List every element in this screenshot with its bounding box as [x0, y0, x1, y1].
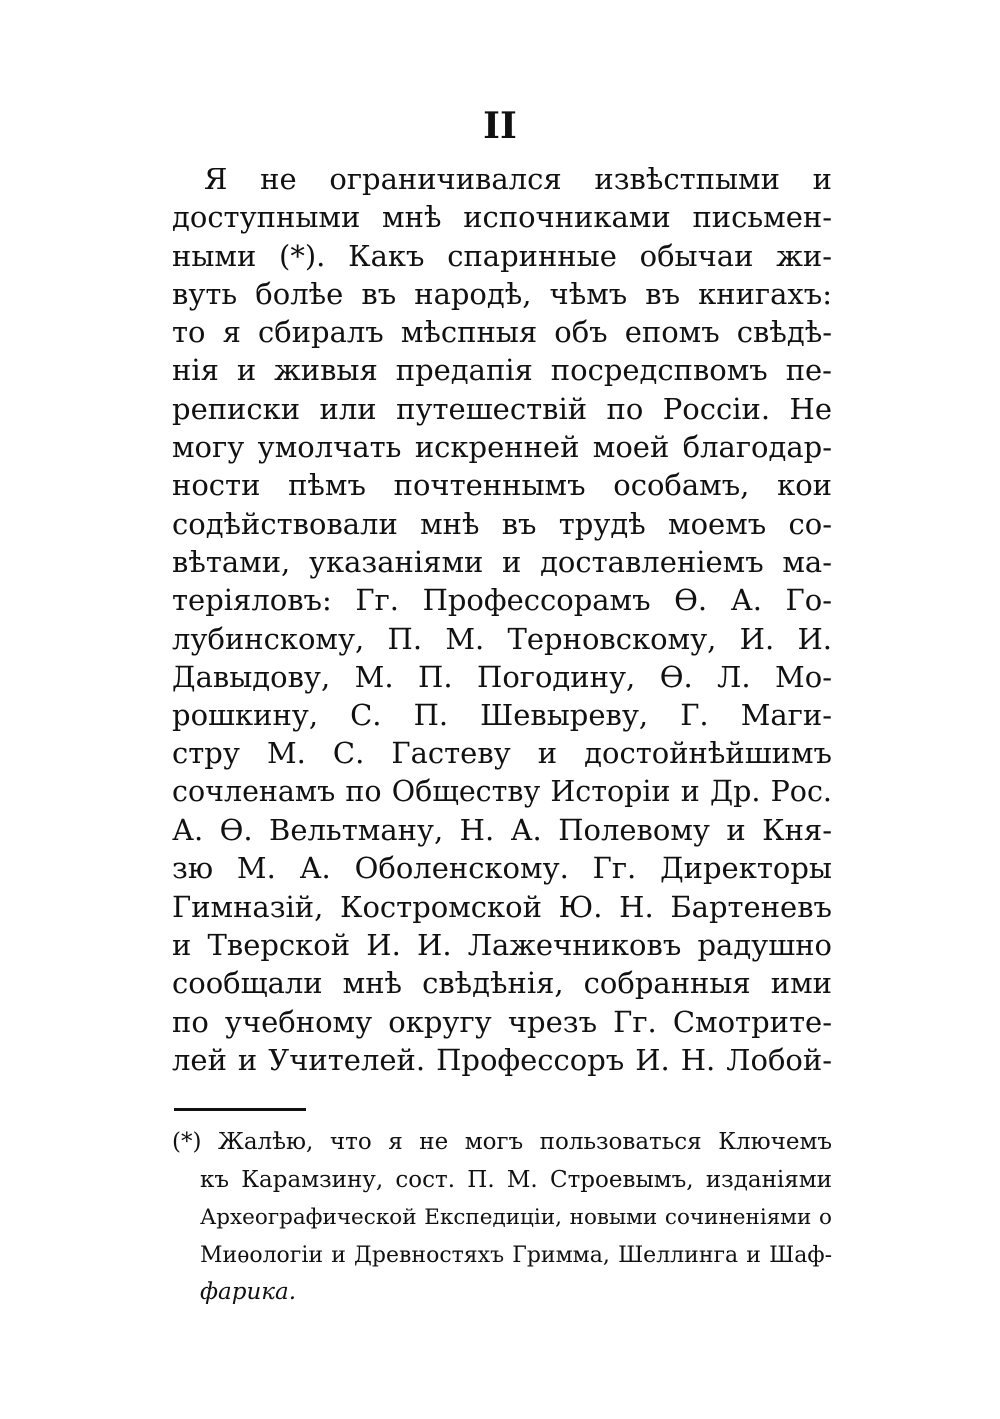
body-line: реписки или путешествій по Россіи. Не [172, 391, 832, 426]
body-line: по учебному округу чрезъ Гг. Смотрите- [172, 1004, 832, 1039]
body-line: содѣйствовали мнѣ въ трудѣ моемъ со- [172, 506, 832, 541]
footnote-line: фарика. [200, 1279, 297, 1305]
body-line: нія и живыя предапія посредспвомъ пе- [172, 353, 832, 388]
body-line: доступными мнѣ испочниками письмен- [172, 200, 832, 235]
footnote-line: къ Карамзину, сост. П. М. Строевымъ, изданіями [200, 1166, 832, 1193]
body-line: рошкину, С. П. Шевыреву, Г. Маги- [172, 698, 832, 733]
body-line: Гимназій, Костромской Ю. Н. Бартеневъ [172, 889, 832, 924]
body-line: вуть болѣе въ народѣ, чѣмъ въ книгахъ: [172, 276, 832, 311]
footnote-line: Археографической Експедиціи, новыми сочиненіями о [200, 1205, 832, 1230]
body-line: Давыдову, М. П. Погодину, Ѳ. Л. Мо- [172, 659, 832, 694]
body-line: могу умолчать искренней моей благодар- [172, 430, 832, 465]
body-line: то я сбиралъ мѣспныя объ епомъ свѣдѣ- [172, 315, 832, 350]
body-line: А. Ѳ. Вельтману, Н. А. Полевому и Кня- [172, 813, 832, 848]
footnote-line: Миѳологіи и Древностяхъ Гримма, Шеллинга и Шаф- [200, 1242, 832, 1268]
body-line: стру М. С. Гастеву и достойнѣйшимъ [172, 736, 832, 771]
body-line: зю М. А. Оболенскому. Гг. Директоры [172, 851, 832, 886]
body-line: лей и Учителей. Профессоръ И. Н. Лобой- [172, 1042, 832, 1077]
body-line: вѣтами, указаніями и доставленіемъ ма- [172, 544, 832, 579]
footnote [172, 1124, 832, 1312]
body-line: Я не ограничивался извѣстпыми и [204, 162, 832, 196]
body-line: ности пѣмъ почтеннымъ особамъ, кои [172, 468, 832, 503]
body-line: сообщали мнѣ свѣдѣнія, собранныя ими [172, 966, 832, 1001]
body-text [172, 160, 832, 1079]
body-line: лубинскому, П. М. Терновскому, И. И. [172, 621, 832, 656]
footnote-line: (*) Жалѣю, что я не могъ пользоваться Ключемъ [172, 1129, 832, 1155]
footnote-separator [174, 1108, 306, 1111]
page-number: II [483, 105, 517, 147]
body-line: сочленамъ по Обществу Исторіи и Др. Рос. [172, 774, 832, 808]
body-line: теріяловъ: Гг. Профессорамъ Ѳ. А. Го- [172, 583, 832, 618]
body-line: и Тверской И. И. Лажечниковъ радушно [172, 927, 832, 962]
body-line: ными (*). Какъ спаринные обычаи жи- [172, 238, 832, 273]
